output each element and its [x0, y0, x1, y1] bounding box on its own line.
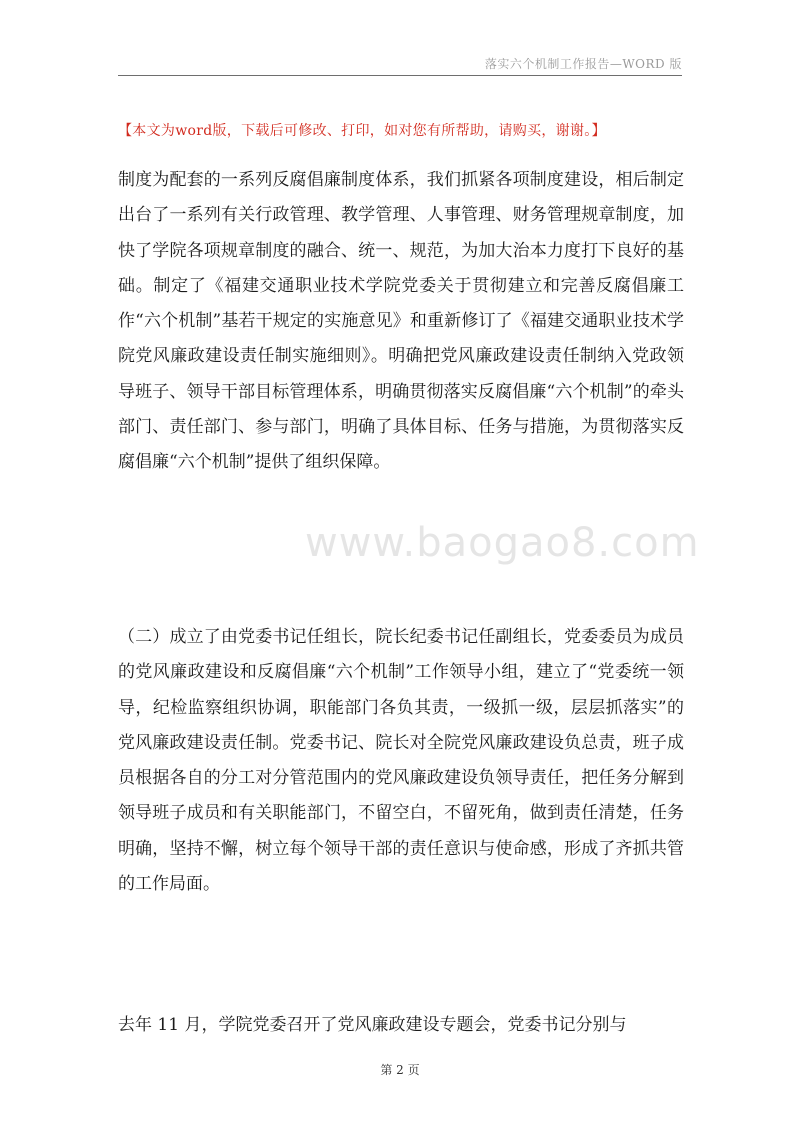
download-notice: 【本文为word版，下载后可修改、打印，如对您有所帮助，请购买，谢谢。】 [118, 123, 606, 139]
document-header-title: 落实六个机制工作报告—WORD 版 [484, 57, 682, 71]
body-paragraph-3 [118, 1008, 684, 1043]
paragraph-text: 去年 11 月，学院党委召开了党风廉政建设专题会，党委书记分别与 [118, 1015, 627, 1035]
header-divider [118, 75, 682, 76]
body-paragraph-2 [118, 620, 684, 902]
paragraph-text: 制度为配套的一系列反腐倡廉制度体系，我们抓紧各项制度建设，相后制定出台了一系列有关行政管理、教学管理、人事管理、财务管理规章制度，加快了学院各项规章制度的融合、统一、规范，为加大治本力度打下良好的基础。制定了《福建交通职业技术学院党委关于贯彻建立和完善反腐倡廉工作“六个机制”基若干规定的实施意见》和重新修订了《福建交通职业技术学院党风廉政建设责任制实施细则》。明确把党风廉政建设责任制纳入党政领导班子、领导干部目标管理体系，明确贯彻落实反腐倡廉“六个机制”的牵头部门、责任部门、参与部门，明确了具体目标、任务与措施，为贯彻落实反腐倡廉“六个机制”提供了组织保障。 [118, 170, 684, 473]
site-watermark: www.baogao8.com [305, 520, 700, 566]
page-number: 第 2 页 [380, 1063, 420, 1077]
body-paragraph-1 [118, 163, 684, 481]
paragraph-text: （二）成立了由党委书记任组长，院长纪委书记任副组长，党委委员为成员的党风廉政建设和反腐倡廉“六个机制”工作领导小组，建立了“党委统一领导，纪检监察组织协调，职能部门各负其责，一级抓一级，层层抓落实”的党风廉政建设责任制。党委书记、院长对全院党风廉政建设负总责，班子成员根据各自的分工对分管范围内的党风廉政建设负领导责任，把任务分解到领导班子成员和有关职能部门，不留空白，不留死角，做到责任清楚，任务明确，坚持不懈，树立每个领导干部的责任意识与使命感，形成了齐抓共管的工作局面。 [118, 627, 684, 895]
